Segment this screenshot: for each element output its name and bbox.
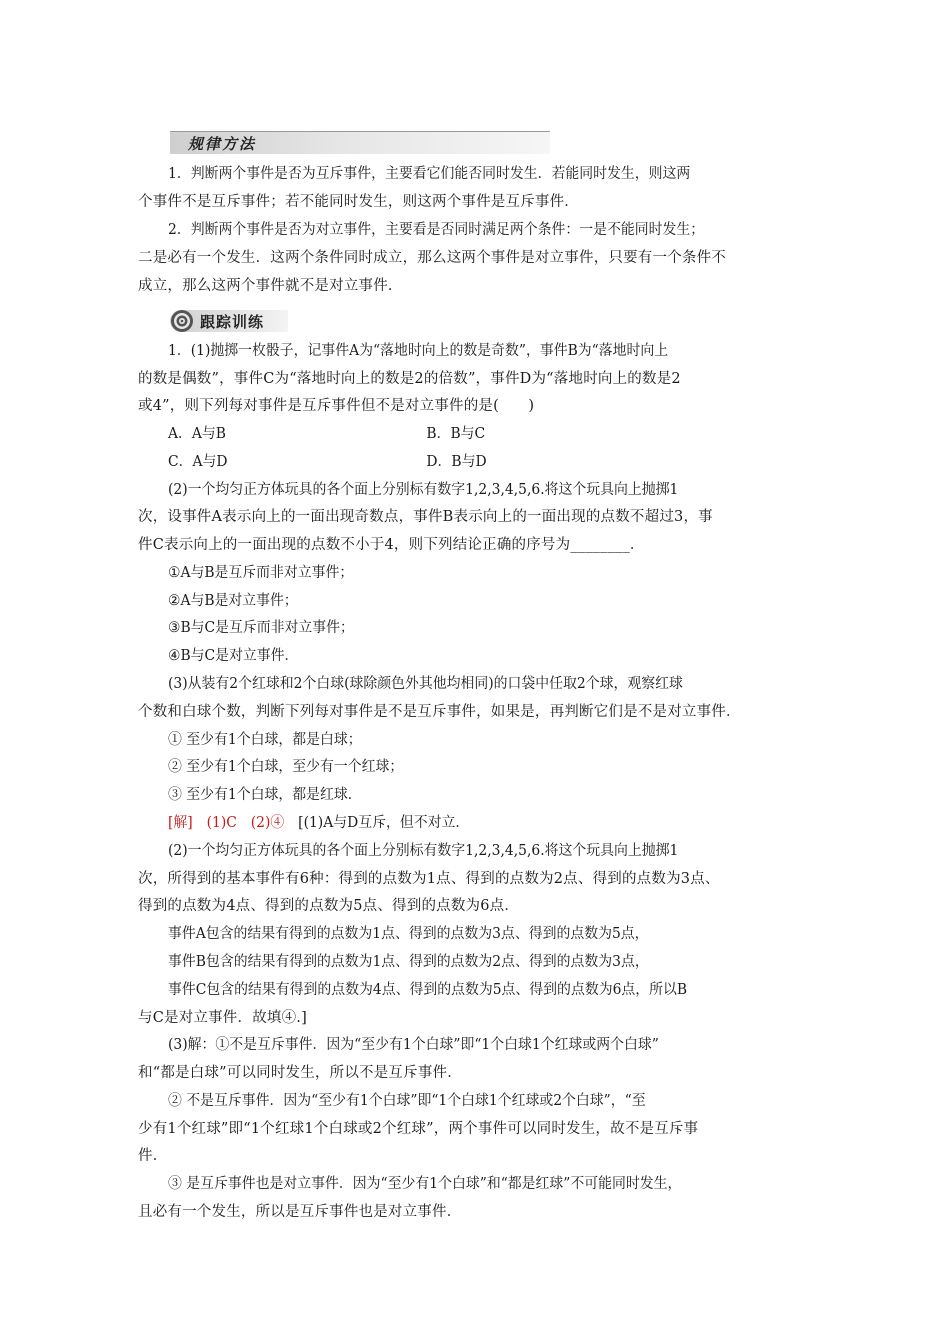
answer-2-line-2: 次，所得到的基本事件有6种：得到的点数为1点、得到的点数为2点、得到的点数为3点、 (138, 871, 720, 887)
answer-2-line-4: 事件A包含的结果有得到的点数为1点、得到的点数为3点、得到的点数为5点， (168, 926, 649, 942)
q1-option-a: A．A与B (168, 426, 227, 442)
q1-line-1: 1．(1)抛掷一枚骰子，记事件A为“落地时向上的数是奇数”，事件B为“落地时向上 (168, 343, 669, 359)
q1-option-c: C．A与D (168, 454, 228, 470)
method-paragraph-1-line-1: 1．判断两个事件是否为互斥事件，主要看它们能否同时发生．若能同时发生，则这两 (168, 166, 691, 182)
q2-line-2: 次，设事件A表示向上的一面出现奇数点，事件B表示向上的一面出现的点数不超过3，事 (138, 509, 713, 525)
q3-line-1: (3)从装有2个红球和2个白球(球除颜色外其他均相同)的口袋中任取2个球，观察红球 (168, 676, 683, 692)
method-paragraph-1-line-2: 个事件不是互斥事件；若不能同时发生，则这两个事件是互斥事件． (138, 194, 579, 210)
answer-2-line-5: 事件B包含的结果有得到的点数为1点、得到的点数为2点、得到的点数为3点， (168, 954, 649, 970)
answer-3-line-2: 和“都是白球”可以同时发生，所以不是互斥事件． (138, 1065, 462, 1081)
section-header-method (170, 131, 550, 154)
q2-statement-1: ①A与B是互斥而非对立事件； (168, 565, 354, 581)
method-paragraph-2-line-1: 2．判断两个事件是否为对立事件，主要看是否同时满足两个条件：一是不能同时发生； (168, 222, 705, 238)
q1-option-d: D．B与D (426, 454, 487, 470)
q3-line-2: 个数和白球个数，判断下列每对事件是不是互斥事件，如果是，再判断它们是不是对立事件． (138, 704, 741, 720)
answer-3-line-4: 少有1个红球”即“1个红球1个白球或2个红球”，两个事件可以同时发生，故不是互斥事 (138, 1121, 699, 1137)
answer-2-line-3: 得到的点数为4点、得到的点数为5点、得到的点数为6点． (138, 898, 520, 914)
answer-2-line-6: 事件C包含的结果有得到的点数为4点、得到的点数为5点、得到的点数为6点，所以B (168, 982, 688, 998)
section-title-method: 规律方法 (188, 135, 257, 153)
q1-options-row-1 (168, 424, 828, 444)
method-paragraph-2-line-2: 二是必有一个发生．这两个条件同时成立，那么这两个事件是对立事件，只要有一个条件不 (138, 250, 726, 266)
q1-option-b: B．B与C (426, 426, 486, 442)
q1-options-row-2 (168, 452, 828, 472)
q1-line-2: 的数是偶数”，事件C为“落地时向上的数是2的倍数”，事件D为“落地时向上的数是2 (138, 371, 681, 387)
section-title-practice: 跟踪训练 (200, 313, 265, 331)
answer-tag: [解] (1)C (2)④ (168, 815, 285, 831)
answer-3-line-3: ② 不是互斥事件．因为“至少有1个白球”即“1个白球1个红球或2个白球”，“至 (168, 1093, 646, 1109)
answer-part-1: [(1)A与D互斥，但不对立． (284, 815, 470, 831)
q2-line-3: 件C表示向上的一面出现的点数不小于4，则下列结论正确的序号为________． (138, 537, 645, 553)
target-icon (170, 309, 194, 333)
answer-3-line-1: (3)解：①不是互斥事件．因为“至少有1个白球”即“1个白球1个红球或两个白球” (168, 1037, 659, 1053)
answer-3-line-5: 件． (138, 1148, 168, 1164)
q2-statement-3: ③B与C是互斥而非对立事件； (168, 620, 354, 636)
q2-statement-2: ②A与B是对立事件； (168, 593, 298, 609)
q2-line-1: (2)一个均匀正方体玩具的各个面上分别标有数字1,2,3,4,5,6.将这个玩具向上抛掷1 (168, 482, 679, 498)
q3-statement-3: ③ 至少有1个白球，都是红球． (168, 787, 362, 803)
q3-statement-2: ② 至少有1个白球，至少有一个红球； (168, 759, 404, 775)
answer-line-1 (168, 813, 828, 833)
method-paragraph-2-line-3: 成立，那么这两个事件就不是对立事件． (138, 278, 403, 294)
answer-3-line-7: 且必有一个发生，所以是互斥事件也是对立事件． (138, 1204, 462, 1220)
section-header-practice (170, 310, 288, 332)
q2-statement-4: ④B与C是对立事件． (168, 648, 299, 664)
q3-statement-1: ① 至少有1个白球，都是白球； (168, 732, 362, 748)
q1-line-3: 或4”，则下列每对事件是互斥事件但不是对立事件的是( ) (138, 398, 535, 414)
answer-2-line-1: (2)一个均匀正方体玩具的各个面上分别标有数字1,2,3,4,5,6.将这个玩具向上抛掷1 (168, 843, 679, 859)
answer-3-line-6: ③ 是互斥事件也是对立事件．因为“至少有1个白球”和“都是红球”不可能同时发生， (168, 1176, 682, 1192)
answer-2-line-7: 与C是对立事件．故填④.] (138, 1010, 307, 1026)
